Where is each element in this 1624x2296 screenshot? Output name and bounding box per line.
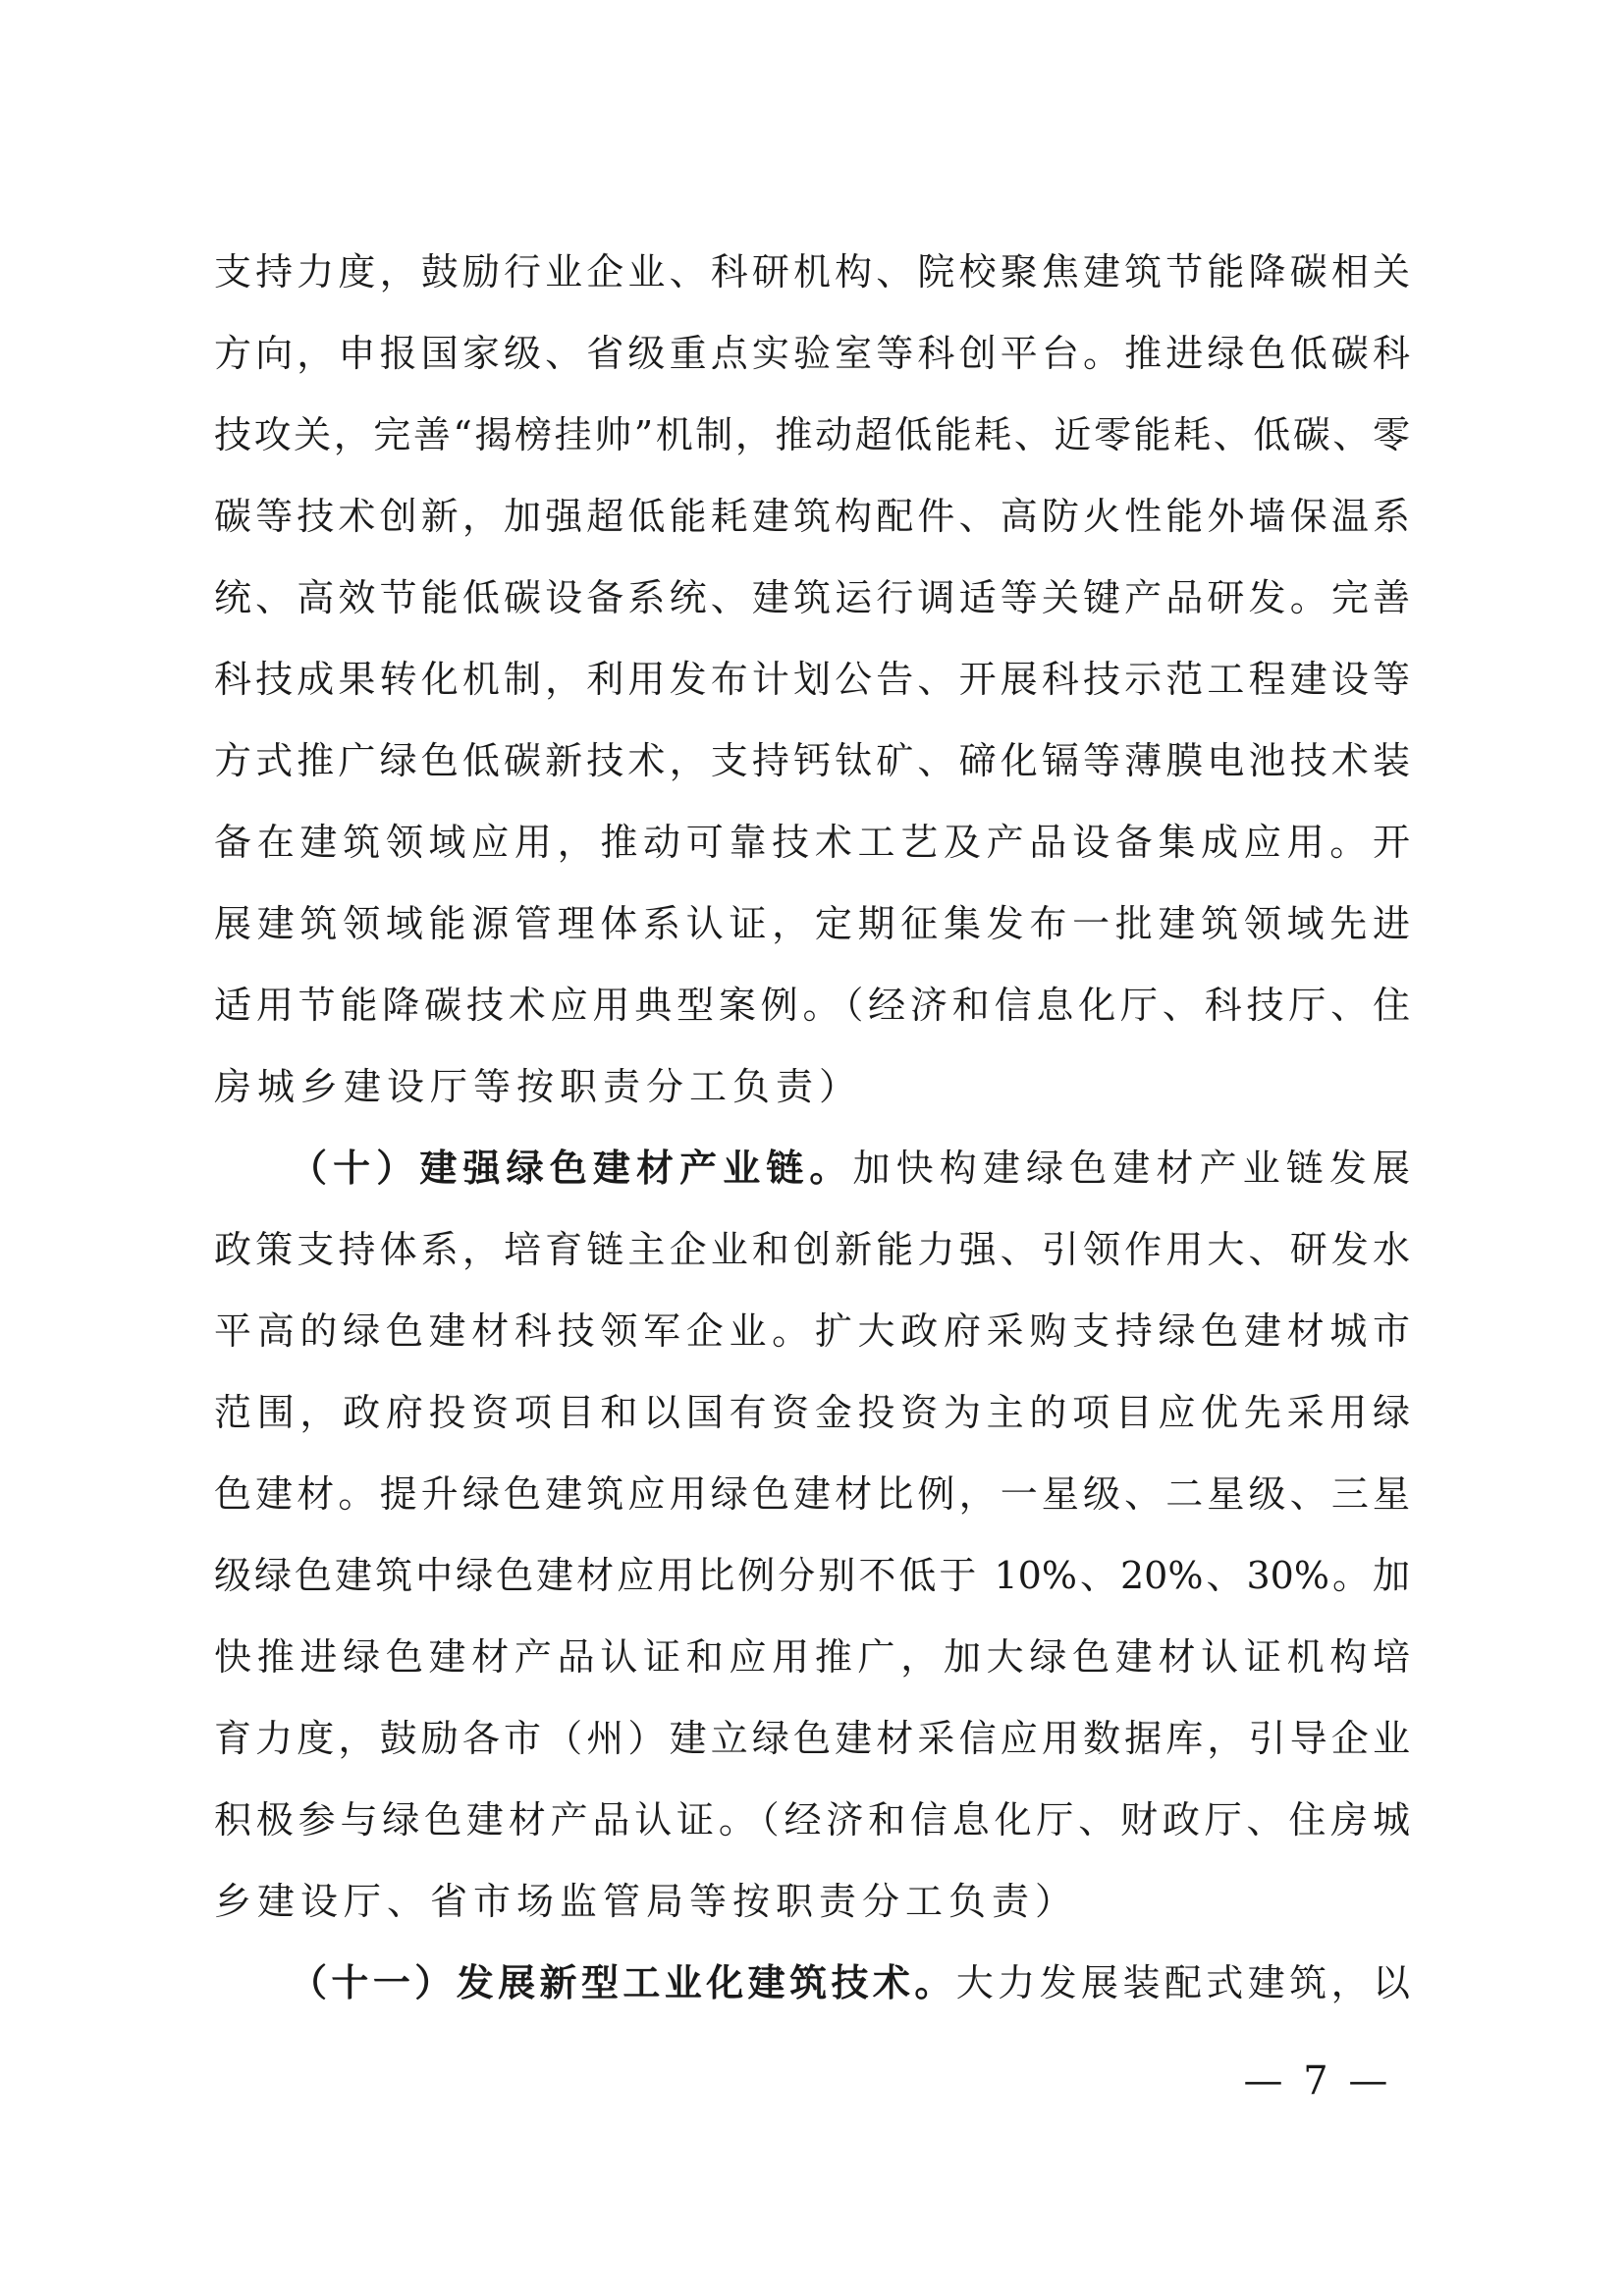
section-10-first-line	[290, 1139, 1410, 1198]
body-line: 范围，政府投资项目和以国有资金投资为主的项目应优先采用绿	[214, 1391, 1410, 1434]
section-10-text: 加快构建绿色建材产业链发展	[852, 1147, 1410, 1190]
section-11-text: 大力发展装配式建筑，以	[955, 1961, 1410, 2004]
body-line: 快推进绿色建材产品认证和应用推广，加大绿色建材认证机构培	[214, 1635, 1410, 1679]
section-11-heading: （十一）发展新型工业化建筑技术。	[290, 1960, 956, 2004]
section-10-heading: （十）建强绿色建材产业链。	[290, 1146, 853, 1190]
body-line: 统、高效节能低碳设备系统、建筑运行调适等关键产品研发。完善	[214, 576, 1410, 619]
body-line: 积极参与绿色建材产品认证。（经济和信息化厅、财政厅、住房城	[214, 1798, 1410, 1842]
body-line: 色建材。提升绿色建筑应用绿色建材比例，一星级、二星级、三星	[214, 1472, 1410, 1516]
body-line: 房城乡建设厅等按职责分工负责）	[214, 1065, 863, 1108]
body-line: 适用节能降碳技术应用典型案例。（经济和信息化厅、科技厅、住	[214, 984, 1410, 1027]
body-line: 级绿色建筑中绿色建材应用比例分别不低于 10%、20%、30%。加	[214, 1554, 1410, 1597]
body-line: 方式推广绿色低碳新技术，支持钙钛矿、碲化镉等薄膜电池技术装	[214, 739, 1410, 782]
body-line: 备在建筑领域应用，推动可靠技术工艺及产品设备集成应用。开	[214, 821, 1410, 864]
body-line: 科技成果转化机制，利用发布计划公告、开展科技示范工程建设等	[214, 658, 1410, 701]
body-line: 碳等技术创新，加强超低能耗建筑构配件、高防火性能外墙保温系	[214, 495, 1410, 538]
body-line: 平高的绿色建材科技领军企业。扩大政府采购支持绿色建材城市	[214, 1309, 1410, 1353]
body-line: 展建筑领域能源管理体系认证，定期征集发布一批建筑领域先进	[214, 902, 1410, 945]
page-number: — 7 —	[1243, 2058, 1392, 2104]
body-line: 技攻关，完善“揭榜挂帅”机制，推动超低能耗、近零能耗、低碳、零	[214, 413, 1410, 456]
body-line: 政策支持体系，培育链主企业和创新能力强、引领作用大、研发水	[214, 1228, 1410, 1271]
section-11-first-line	[290, 1953, 1410, 2012]
body-line: 支持力度，鼓励行业企业、科研机构、院校聚焦建筑节能降碳相关	[214, 250, 1410, 294]
body-line: 方向，申报国家级、省级重点实验室等科创平台。推进绿色低碳科	[214, 332, 1410, 375]
body-line: 育力度，鼓励各市（州）建立绿色建材采信应用数据库，引导企业	[214, 1717, 1410, 1760]
body-line: 乡建设厅、省市场监管局等按职责分工负责）	[214, 1880, 1079, 1923]
